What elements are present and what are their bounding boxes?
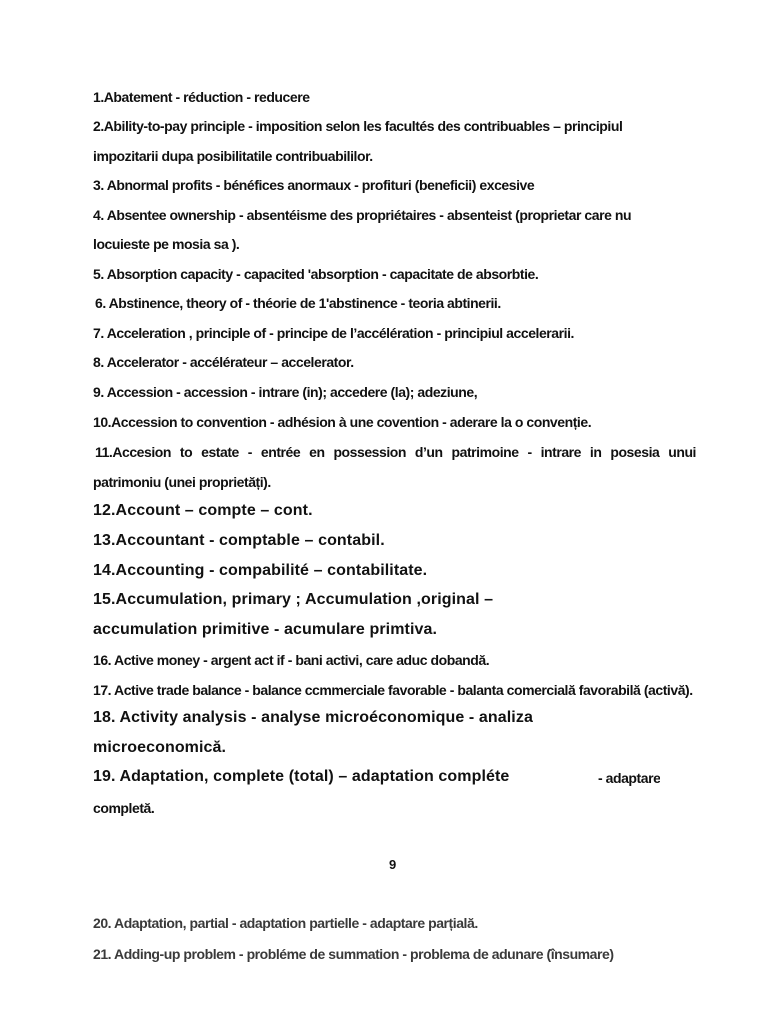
entry-18-line-1: 18. Activity analysis - analyse microéconomique - analiza [93,709,533,726]
entry-2-line-2: impozitarii dupa posibilitatile contribuabililor. [93,148,373,164]
entry-7: 7. Acceleration , principle of - principe de l’accélération - principiul accelerarii. [93,325,574,341]
entry-21: 21. Adding-up problem - probléme de summation - problema de adunare (însumare) [93,946,614,962]
entry-4-line-2: locuieste pe mosia sa ). [93,236,240,252]
entry-13: 13.Accountant - comptable – contabil. [93,532,385,549]
entry-19-line-1: 19. Adaptation, complete (total) – adaptation compléte [93,768,510,785]
entry-20: 20. Adaptation, partial - adaptation partielle - adaptare parțială. [93,915,478,931]
entry-9: 9. Accession - accession - intrare (in); accedere (la); adeziune, [93,384,478,400]
entry-19-line-1-tail: - adaptare [598,770,661,786]
entry-15-line-1: 15.Accumulation, primary ; Accumulation ,original – [93,591,494,608]
entry-2-line-1: 2.Ability-to-pay principle - imposition selon les facultés des contribuables – principiul [93,118,623,134]
entry-5: 5. Absorption capacity - capacited 'absorption - capacitate de absorbtie. [93,266,539,282]
entry-1: 1.Abatement - réduction - reducere [93,89,310,105]
entry-8: 8. Accelerator - accélérateur – accelerator. [93,354,354,370]
entry-18-line-2: microeconomică. [93,739,227,756]
entry-3: 3. Abnormal profits - bénéfices anormaux - profituri (beneficii) excesive [93,177,535,193]
entry-12: 12.Account – compte – cont. [93,502,313,519]
entry-4-line-1: 4. Absentee ownership - absentéisme des propriétaires - absenteist (proprietar care nu [93,207,632,223]
entry-10: 10.Accession to convention - adhésion à une covention - aderare la o convenție. [93,414,592,430]
entry-17: 17. Active trade balance - balance ccmmerciale favorable - balanta comercială favorabilă (activă). [93,682,693,698]
entry-16: 16. Active money - argent act if - bani activi, care aduc dobandă. [93,652,490,668]
entry-11-line-2: patrimoniu (unei proprietăți). [93,474,271,490]
entry-15-line-2: accumulation primitive - acumulare primtiva. [93,621,438,638]
entry-14: 14.Accounting - compabilité – contabilitate. [93,562,428,579]
page-number: 9 [389,857,397,872]
entry-6: 6. Abstinence, theory of - théorie de 1'abstinence - teoria abtinerii. [95,295,501,311]
entry-19-line-2: completă. [93,800,155,816]
entry-11-line-1: 11.Accesion to estate - entrée en possession d’un patrimoine - intrare in posesia unui [95,444,696,460]
